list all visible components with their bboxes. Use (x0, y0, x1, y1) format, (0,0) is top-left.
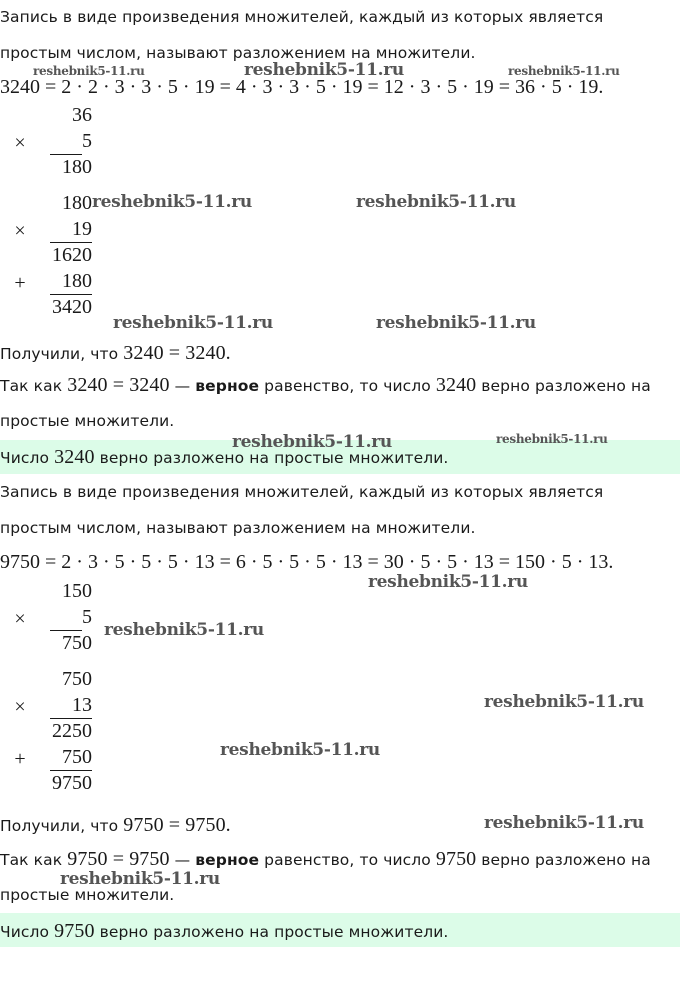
factorization-equation: 3240 = 2 · 2 · 3 · 3 · 5 · 19 = 4 · 3 · 3 · 5 · 19 = 12 · 3 · 5 · 19 = 36 · 5 · 19. (0, 76, 604, 98)
product: 9750 (52, 772, 92, 794)
since-number: 9750 (435, 848, 477, 870)
partial-product-1: 2250 (52, 720, 92, 742)
product: 180 (62, 156, 92, 178)
plus-sign: + (14, 272, 26, 294)
answer-number: 9750 (54, 920, 95, 942)
since-middle: равенство, то число (259, 851, 431, 869)
answer-sentence (0, 920, 448, 943)
watermark: reshebnik5-11.ru (232, 432, 392, 452)
since-middle: равенство, то число (259, 377, 431, 395)
answer-prefix: Число (0, 923, 50, 941)
result-line (50, 718, 92, 719)
watermark: reshebnik5-11.ru (368, 572, 528, 592)
watermark: reshebnik5-11.ru (496, 432, 608, 446)
product: 3420 (52, 296, 92, 318)
watermark: reshebnik5-11.ru (220, 740, 380, 760)
since-suffix: верно разложено на (476, 377, 651, 395)
since-dash: — (169, 851, 196, 869)
since-equation: 3240 = 3240 (67, 374, 170, 396)
product: 750 (62, 632, 92, 654)
multiplier: 19 (72, 218, 92, 240)
factorization-equation: 9750 = 2 · 3 · 5 · 5 · 5 · 13 = 6 · 5 · 5 · 5 · 13 = 30 · 5 · 5 · 13 = 150 · 5 · 13. (0, 551, 614, 573)
multiplicand: 36 (72, 104, 92, 126)
since-sentence-line2: простые множители. (0, 886, 175, 904)
partial-product-1: 1620 (52, 244, 92, 266)
column-multiplication-4 (0, 668, 120, 798)
multiply-sign: × (14, 696, 26, 718)
column-multiplication-3 (0, 580, 120, 660)
got-sentence (0, 342, 231, 365)
sum-line (50, 770, 92, 771)
partial-product-2: 750 (62, 746, 92, 768)
watermark: reshebnik5-11.ru (484, 813, 644, 833)
watermark: reshebnik5-11.ru (60, 869, 220, 889)
answer-suffix: верно разложено на простые множители. (94, 449, 449, 467)
sum-line (50, 294, 92, 295)
intro-text-line1: Запись в виде произведения множителей, каждый из которых является (0, 8, 604, 26)
watermark: reshebnik5-11.ru (104, 620, 264, 640)
result-line (50, 242, 92, 243)
multiply-sign: × (14, 608, 26, 630)
answer-suffix: верно разложено на простые множители. (94, 923, 449, 941)
since-dash: — (169, 377, 196, 395)
column-multiplication-1 (0, 104, 120, 184)
watermark: reshebnik5-11.ru (508, 64, 620, 78)
watermark: reshebnik5-11.ru (244, 60, 404, 80)
since-sentence-line2: простые множители. (0, 412, 175, 430)
since-number: 3240 (435, 374, 477, 396)
multiplicand: 750 (62, 668, 92, 690)
multiply-sign: × (14, 132, 26, 154)
multiplicand: 150 (62, 580, 92, 602)
got-equation: 9750 = 9750. (123, 814, 231, 836)
since-prefix: Так как (0, 377, 63, 395)
got-prefix: Получили, что (0, 345, 119, 363)
answer-number: 3240 (54, 446, 95, 468)
got-equation: 3240 = 3240. (123, 342, 231, 364)
got-prefix: Получили, что (0, 817, 119, 835)
watermark: reshebnik5-11.ru (113, 313, 273, 333)
since-bold-word: верное (195, 377, 260, 395)
watermark: reshebnik5-11.ru (484, 692, 644, 712)
multiplier: 5 (82, 130, 92, 152)
since-suffix: верно разложено на (476, 851, 651, 869)
intro-text-line1: Запись в виде произведения множителей, каждый из которых является (0, 483, 604, 501)
result-line (50, 154, 82, 155)
since-sentence-line1 (0, 848, 651, 871)
got-sentence (0, 814, 231, 837)
plus-sign: + (14, 748, 26, 770)
since-bold-word: верное (195, 851, 260, 869)
watermark: reshebnik5-11.ru (376, 313, 536, 333)
watermark: reshebnik5-11.ru (92, 192, 252, 212)
answer-prefix: Число (0, 449, 50, 467)
watermark: reshebnik5-11.ru (356, 192, 516, 212)
multiply-sign: × (14, 220, 26, 242)
multiplicand: 180 (62, 192, 92, 214)
multiplier: 5 (82, 606, 92, 628)
partial-product-2: 180 (62, 270, 92, 292)
intro-text-line2: простым числом, называют разложением на множители. (0, 519, 476, 537)
multiplier: 13 (72, 694, 92, 716)
since-sentence-line1 (0, 374, 651, 397)
since-equation: 9750 = 9750 (67, 848, 170, 870)
result-line (50, 630, 82, 631)
since-prefix: Так как (0, 851, 63, 869)
watermark: reshebnik5-11.ru (33, 64, 145, 78)
intro-text-line2: простым числом, называют разложением на множители. (0, 44, 476, 62)
